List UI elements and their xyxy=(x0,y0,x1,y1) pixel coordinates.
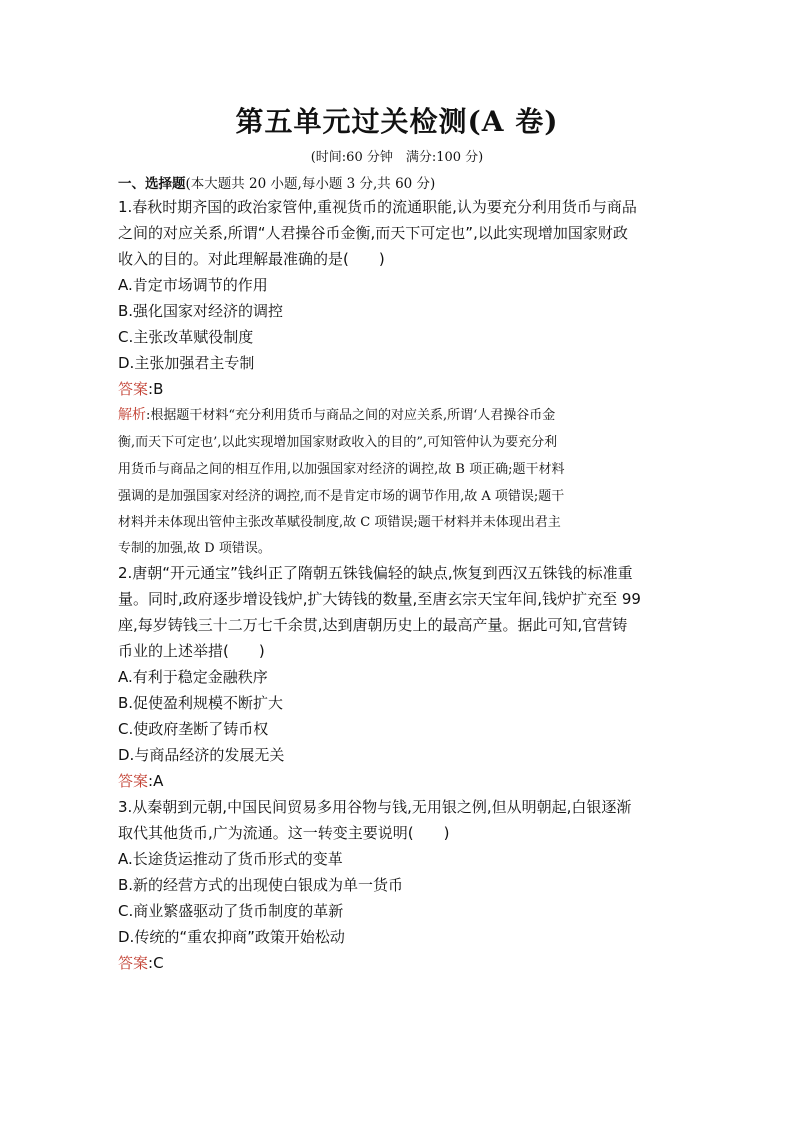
answer-label: 答案 xyxy=(118,380,149,398)
section-heading-label: 一、选择题 xyxy=(118,176,186,192)
question-2-option-b: B.促使盈利规模不断扩大 xyxy=(118,694,284,712)
explanation-label: 解析 xyxy=(118,407,146,423)
answer-value: :A xyxy=(148,772,164,790)
question-1-line: 1.春秋时期齐国的政治家管仲,重视货币的流通职能,认为要充分利用货币与商品 xyxy=(118,198,637,216)
question-3-line: 3.从秦朝到元朝,中国民间贸易多用谷物与钱,无用银之例,但从明朝起,白银逐渐 xyxy=(118,798,632,816)
question-3-option-a: A.长途货运推动了货币形式的变革 xyxy=(118,850,343,868)
question-1-option-a: A.肯定市场调节的作用 xyxy=(118,276,268,294)
section-heading xyxy=(118,172,435,192)
question-2-line: 币业的上述举措( ) xyxy=(118,642,265,660)
question-1-answer xyxy=(118,378,163,399)
explanation-text: :根据题干材料“充分利用货币与商品之间的对应关系,所谓‘人君操谷币金 xyxy=(146,408,556,423)
question-1-explanation xyxy=(118,404,680,424)
question-1-line: 收入的目的。对此理解最准确的是( ) xyxy=(118,250,385,268)
question-3-line: 取代其他货币,广为流通。这一转变主要说明( ) xyxy=(118,824,450,842)
answer-value: :B xyxy=(148,380,164,398)
question-1-option-b: B.强化国家对经济的调控 xyxy=(118,302,284,320)
question-2-line: 2.唐朝“开元通宝”钱纠正了隋朝五铢钱偏轻的缺点,恢复到西汉五铢钱的标准重 xyxy=(118,564,633,582)
answer-label: 答案 xyxy=(118,954,149,972)
answer-label: 答案 xyxy=(118,772,149,790)
question-2-option-a: A.有利于稳定金融秩序 xyxy=(118,668,268,686)
question-3-option-d: D.传统的“重农抑商”政策开始松动 xyxy=(118,928,345,946)
explanation-line: 用货币与商品之间的相互作用,以加强国家对经济的调控,故 B 项正确;题干材料 xyxy=(118,462,565,477)
question-1-option-c: C.主张改革赋役制度 xyxy=(118,328,254,346)
explanation-line: 专制的加强,故 D 项错误。 xyxy=(118,541,271,556)
exam-info: (时间:60 分钟 满分:100 分) xyxy=(310,150,484,165)
question-3-option-c: C.商业繁盛驱动了货币制度的革新 xyxy=(118,902,344,920)
question-1-option-d: D.主张加强君主专制 xyxy=(118,354,255,372)
question-2-answer xyxy=(118,770,163,791)
question-3-answer xyxy=(118,952,164,973)
answer-value: :C xyxy=(148,954,164,972)
question-2-line: 量。同时,政府逐步增设钱炉,扩大铸钱的数量,至唐玄宗天宝年间,钱炉扩充至 99 xyxy=(118,590,641,608)
question-2-option-d: D.与商品经济的发展无关 xyxy=(118,746,285,764)
explanation-line: 衡,而天下可定也’,以此实现增加国家财政收入的目的”,可知管仲认为要充分利 xyxy=(118,435,558,450)
explanation-line: 材料并未体现出管仲主张改革赋役制度,故 C 项错误;题干材料并未体现出君主 xyxy=(118,515,561,530)
question-2-option-c: C.使政府垄断了铸币权 xyxy=(118,720,269,738)
page-title: 第五单元过关检测(A 卷) xyxy=(235,105,559,138)
question-3-option-b: B.新的经营方式的出现使白银成为单一货币 xyxy=(118,876,404,894)
question-2-line: 座,每岁铸钱三十二万七千余贯,达到唐朝历史上的最高产量。据此可知,官营铸 xyxy=(118,616,628,634)
question-1-line: 之间的对应关系,所谓“人君操谷币金衡,而天下可定也”,以此实现增加国家财政 xyxy=(118,224,628,242)
section-note: (本大题共 20 小题,每小题 3 分,共 60 分) xyxy=(185,176,436,192)
explanation-line: 强调的是加强国家对经济的调控,而不是肯定市场的调节作用,故 A 项错误;题干 xyxy=(118,489,565,504)
